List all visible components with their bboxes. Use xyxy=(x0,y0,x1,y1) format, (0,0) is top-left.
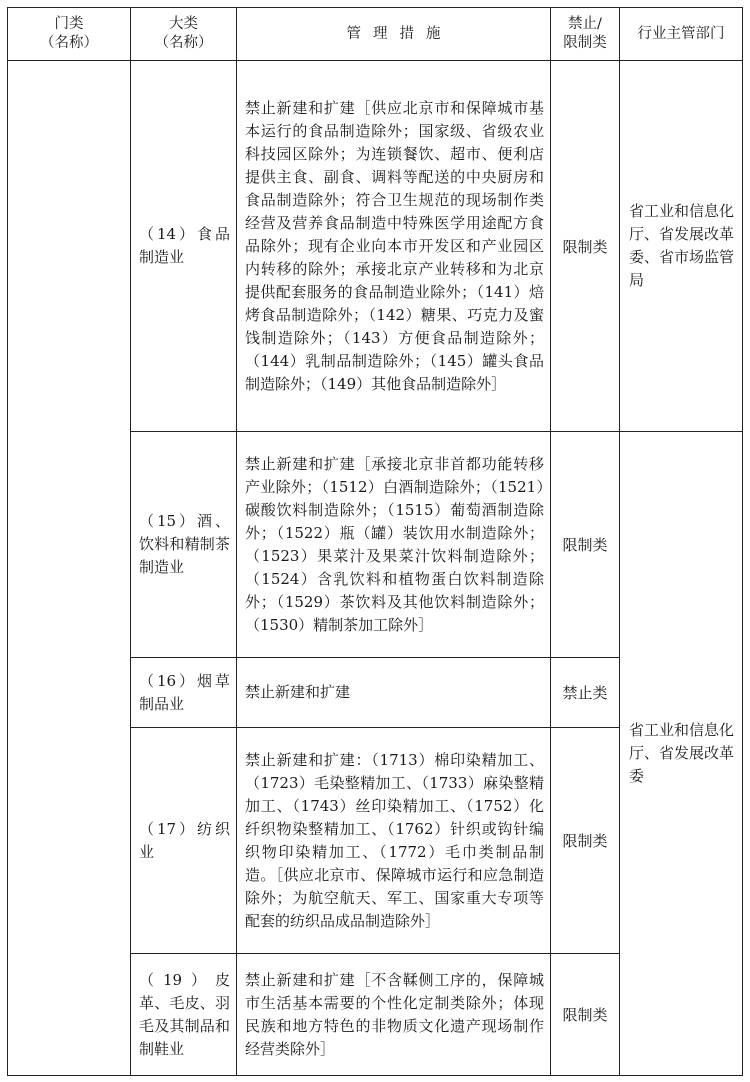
category-cell: （16）烟草制品业 xyxy=(131,658,237,728)
header-men-lei-label: 门类 xyxy=(54,16,84,32)
category-cell: （14）食品制造业 xyxy=(131,61,237,432)
measures-cell: 禁止新建和扩建［承接北京非首都功能转移产业除外；（1512）白酒制造除外；（1521）碳酸饮料制造除外；（1515）葡萄酒制造除外；（1522）瓶（罐）装饮用水制造除外；（1523）果菜汁及果菜汁饮料制造除外；（1524）含乳饮料和植物蛋白饮料制造除外；（1529）茶饮料及其他饮料制造除外；（1530）精制茶加工除外］ xyxy=(237,432,551,658)
header-da-lei xyxy=(131,8,237,61)
men-lei-cell xyxy=(8,61,131,1076)
type-cell: 限制类 xyxy=(551,432,620,658)
header-dept-label: 行业主管部门 xyxy=(637,25,725,42)
measures-cell: 禁止新建和扩建 xyxy=(237,658,551,728)
measures-cell: 禁止新建和扩建：（1713）棉印染精加工、（1723）毛染整精加工、（1733）麻染整精加工、（1743）丝印染精加工、（1752）化纤织物染整精加工、（1762）针织或钩针编织物印染精加工、（1772）毛巾类制品制造。［供应北京市、保障城市运行和应急制造除外；为航空航天、军工、国家重大专项等配套的纺织品成品制造除外］ xyxy=(237,728,551,954)
category-cell: （19）皮革、毛皮、羽毛及其制品和制鞋业 xyxy=(131,954,237,1076)
type-cell: 限制类 xyxy=(551,954,620,1076)
measures-cell: 禁止新建和扩建［供应北京市和保障城市基本运行的食品制造除外；国家级、省级农业科技园区除外；为连锁餐饮、超市、便利店提供主食、副食、调料等配送的中央厨房和食品制造除外；符合卫生规范的现场制作类经营及营养食品制造中特殊医学用途配方食品除外；现有企业向本市开发区和产业园区内转移的除外；承接北京产业转移和为北京提供配套服务的食品制造业除外；（141）焙烤食品制造除外；（142）糖果、巧克力及蜜饯制造除外；（143）方便食品制造除外；（144）乳制品制造除外；（145）罐头食品制造除外；（149）其他食品制造除外］ xyxy=(237,61,551,432)
type-cell: 限制类 xyxy=(551,61,620,432)
dept-cell: 省工业和信息化厅、省发展改革委 xyxy=(620,432,743,1076)
header-type xyxy=(551,8,620,61)
header-da-lei-label: 大类 xyxy=(169,16,198,32)
header-men-lei-sub: （名称） xyxy=(40,35,98,51)
header-dept xyxy=(620,8,743,61)
header-type-line2: 限制类 xyxy=(563,35,607,51)
type-cell: 限制类 xyxy=(551,728,620,954)
table-header-row xyxy=(8,8,743,61)
header-measures xyxy=(237,8,551,61)
category-cell: （15）酒、饮料和精制茶制造业 xyxy=(131,432,237,658)
header-men-lei xyxy=(8,8,131,61)
category-cell: （17）纺织业 xyxy=(131,728,237,954)
measures-cell: 禁止新建和扩建［不含鞣侧工序的，保障城市生活基本需要的个性化定制类除外；体现民族和地方特色的非物质文化遗产现场制作经营类除外］ xyxy=(237,954,551,1076)
industry-control-table xyxy=(7,7,743,1076)
type-cell: 禁止类 xyxy=(551,658,620,728)
header-type-line1: 禁止/ xyxy=(568,16,602,32)
header-da-lei-sub: （名称） xyxy=(154,35,213,51)
header-measures-label: 管理措施 xyxy=(346,25,453,42)
table-row xyxy=(8,61,743,432)
dept-cell: 省工业和信息化厅、省发展改革委、省市场监管局 xyxy=(620,61,743,432)
